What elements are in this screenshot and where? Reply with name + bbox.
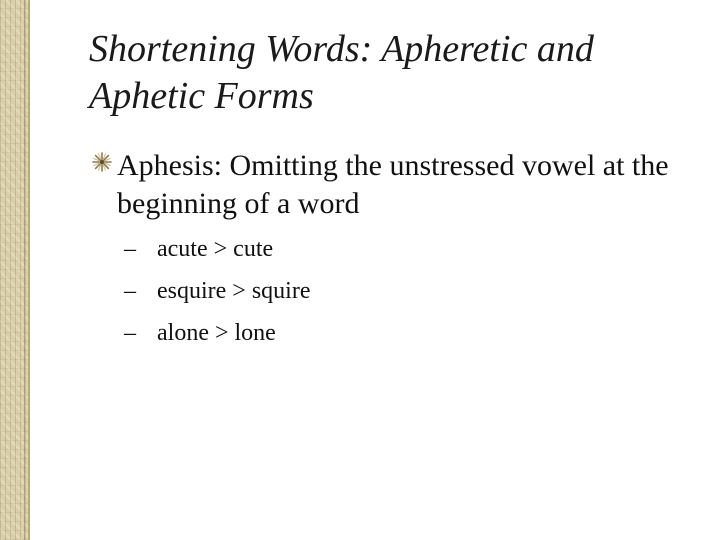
dash-marker: – xyxy=(124,320,136,346)
bullet-text: Aphesis: Omitting the unstressed vowel at the beginning of a word xyxy=(117,149,669,220)
dash-marker: – xyxy=(124,236,136,262)
sub-bullet-list xyxy=(124,228,624,354)
dash-marker: – xyxy=(124,278,136,304)
sub-bullet-item xyxy=(124,312,624,354)
starburst-icon xyxy=(92,152,112,172)
decorative-side-bar xyxy=(0,0,30,540)
slide-title: Shortening Words: Apheretic and Aphetic Forms xyxy=(89,28,594,117)
sub-bullet-item xyxy=(124,228,624,270)
sub-bullet-text: alone > lone xyxy=(157,320,276,346)
sub-bullet-text: acute > cute xyxy=(157,236,274,262)
sub-bullet-text: esquire > squire xyxy=(157,278,311,304)
sub-bullet-item xyxy=(124,270,624,312)
